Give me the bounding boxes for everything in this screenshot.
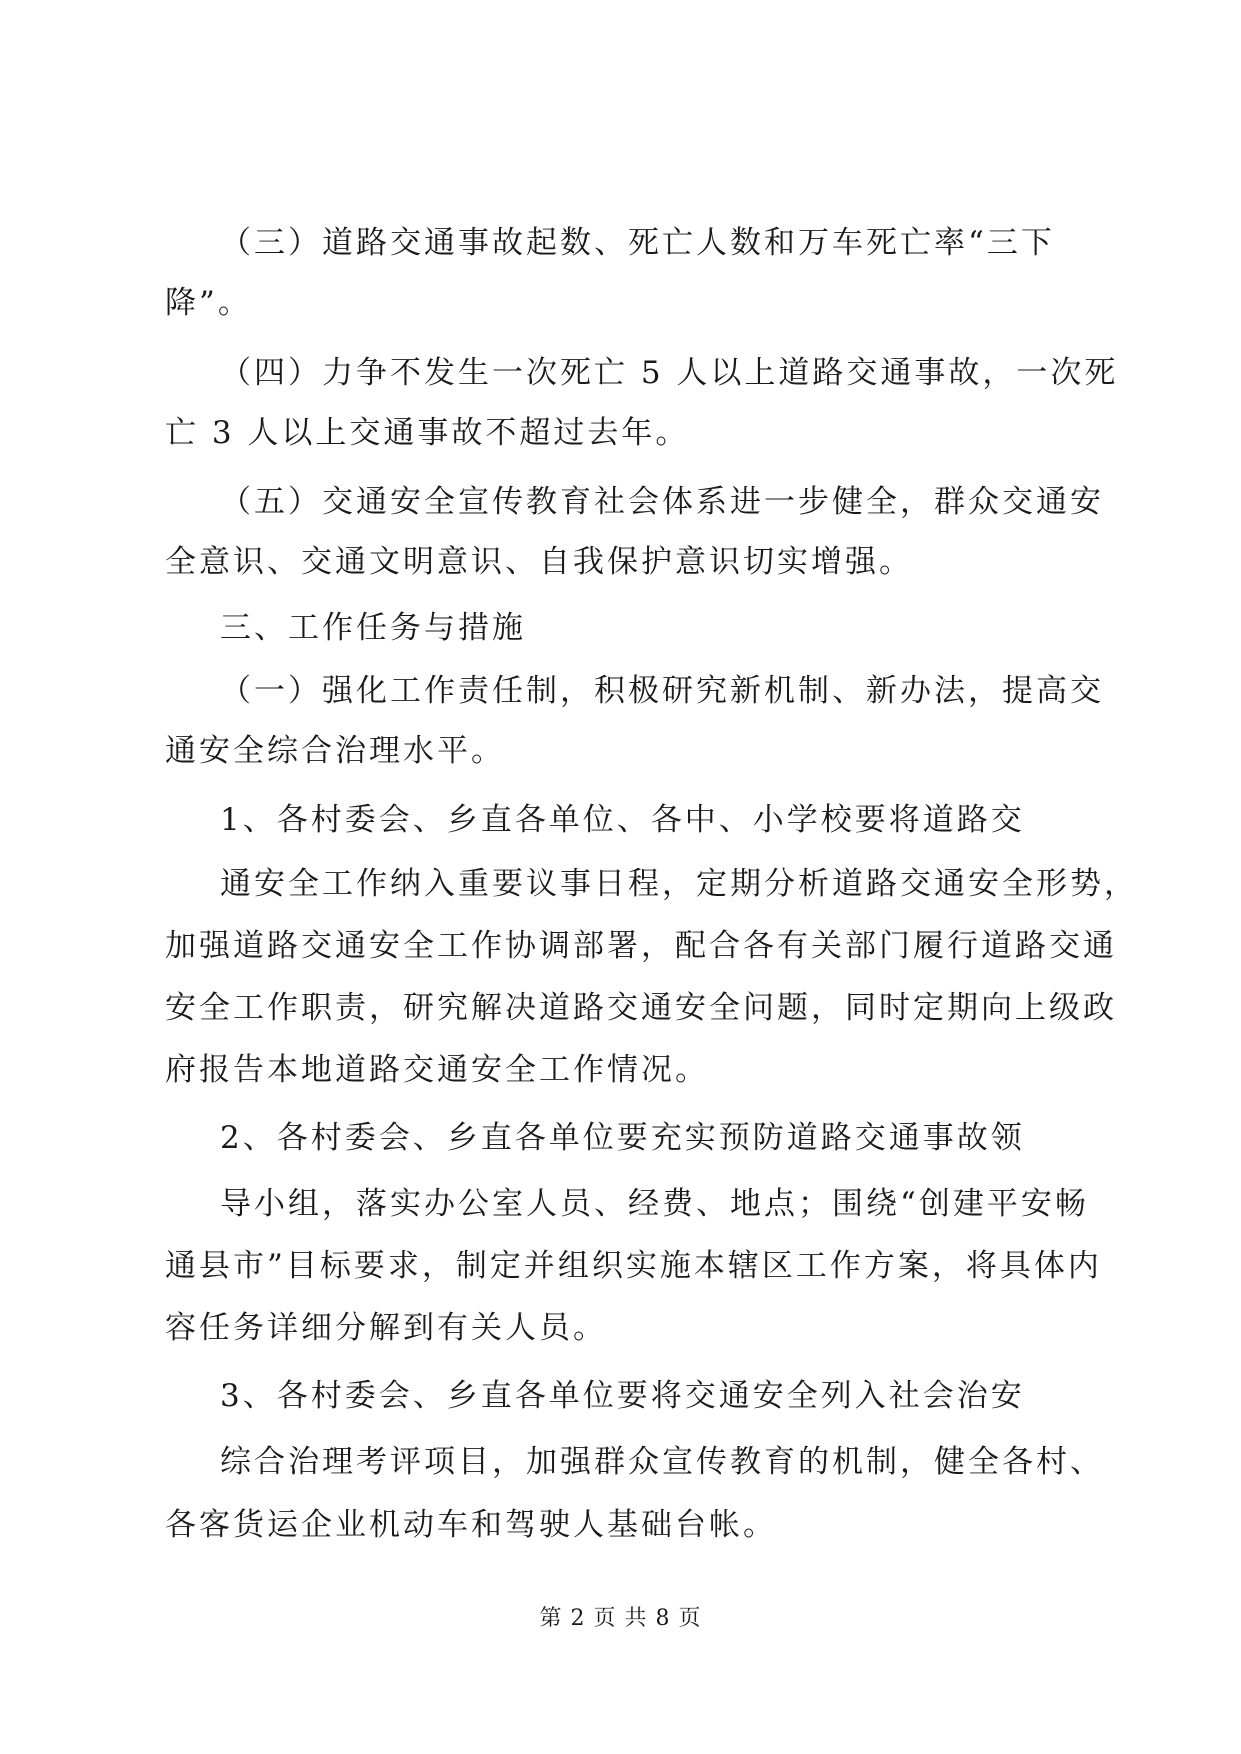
paragraph-line: （四）力争不发生一次死亡 5 人以上道路交通事故，一次死 [220, 355, 1119, 391]
paragraph-line: 亡 3 人以上交通事故不超过去年。 [165, 415, 690, 451]
paragraph-line: 降”。 [165, 285, 252, 321]
paragraph-line: 2、各村委会、乡直各单位要充实预防道路交通事故领 [220, 1120, 1025, 1156]
section-heading: 三、工作任务与措施 [220, 610, 526, 646]
paragraph-line: （一）强化工作责任制，积极研究新机制、新办法，提高交 [220, 673, 1104, 709]
paragraph-line: （五）交通安全宣传教育社会体系进一步健全，群众交通安 [220, 484, 1104, 520]
paragraph-line: 各客货运企业机动车和驾驶人基础台帐。 [165, 1507, 777, 1543]
paragraph-line: 通安全综合治理水平。 [165, 733, 505, 769]
paragraph-line: 导小组，落实办公室人员、经费、地点；围绕“创建平安畅 [220, 1186, 1089, 1222]
paragraph-line: 容任务详细分解到有关人员。 [165, 1310, 607, 1346]
paragraph-line: 安全工作职责，研究解决道路交通安全问题，同时定期向上级政 [165, 990, 1117, 1026]
paragraph-line: 府报告本地道路交通安全工作情况。 [165, 1052, 709, 1088]
paragraph-line: 综合治理考评项目，加强群众宣传教育的机制，健全各村、 [220, 1444, 1104, 1480]
paragraph-line: 通县市”目标要求，制定并组织实施本辖区工作方案，将具体内 [165, 1248, 1102, 1284]
page-footer: 第 2 页 共 8 页 [539, 1606, 702, 1631]
paragraph-line: 加强道路交通安全工作协调部署，配合各有关部门履行道路交通 [165, 928, 1117, 964]
paragraph-line: 全意识、交通文明意识、自我保护意识切实增强。 [165, 544, 913, 580]
paragraph-line: （三）道路交通事故起数、死亡人数和万车死亡率“三下 [220, 225, 1055, 261]
paragraph-line: 通安全工作纳入重要议事日程，定期分析道路交通安全形势， [220, 866, 1138, 902]
paragraph-line: 1、各村委会、乡直各单位、各中、小学校要将道路交 [220, 802, 1025, 838]
paragraph-line: 3、各村委会、乡直各单位要将交通安全列入社会治安 [220, 1378, 1025, 1414]
